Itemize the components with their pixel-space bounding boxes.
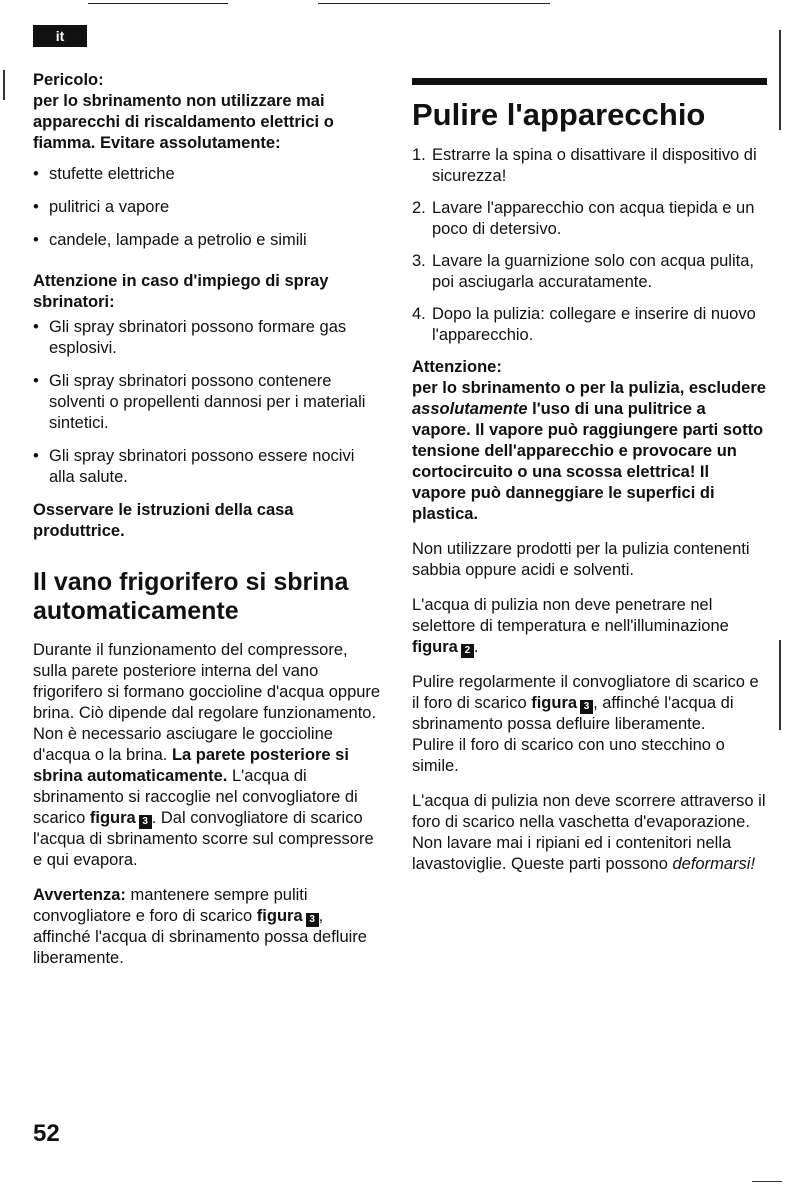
section-rule [412,78,767,85]
figure-ref-number: 3 [306,913,319,927]
paragraph-text-italic: deformarsi! [672,855,756,873]
list-item [412,251,767,293]
notice-text-a: mantenere sempre puliti convogliatore e foro di scarico [33,886,308,925]
spray-title: Attenzione in caso d'impiego di spray sbrinatori: [33,272,329,311]
bottom-edge-line [752,1181,782,1182]
figure-ref-number: 3 [139,815,152,829]
attention-block [412,357,767,525]
paragraph-text: L'acqua di pulizia non deve penetrare nel selettore di temperatura e nell'illuminazione [412,596,729,635]
spray-block [33,271,383,542]
defrost-text-b: L'acqua di sbrinamento si raccoglie nel convogliatore di scarico [33,767,358,827]
section-title-cleaning: Pulire l'apparecchio [412,97,706,132]
cleaning-paragraph [412,672,767,735]
cleaning-paragraph: Non utilizzare prodotti per la pulizia contenenti sabbia oppure acidi e solventi. [412,540,750,579]
spray-list [33,317,383,488]
section-title-defrost: Il vano frigorifero si sbrina automaticamente [33,568,349,625]
figure-ref-label: figura [531,694,578,712]
step-number: 1. [412,146,426,164]
margin-mark [779,640,781,730]
paragraph-text: Pulire regolarmente il convogliatore di scarico e il foro di scarico [412,673,759,712]
figure-ref-label: figura [256,907,303,925]
top-edge-line [88,3,228,4]
notice-paragraph [33,885,383,969]
attention-text-b: l'uso di una pulitrice a vapore. Il vapore può raggiungere parti sotto tensione dell'apparecchio e provocare un cortocircuito o una scossa elettrica! Il vapore può danneggiare le superfici di plastica. [412,400,764,523]
step-text: Lavare l'apparecchio con acqua tiepida e un poco di detersivo. [432,199,755,238]
list-item: • Gli spray sbrinatori possono contenere solventi o propellenti dannosi per i materiali sintetici. [33,371,383,434]
cleaning-paragraph: Pulire il foro di scarico con uno stecchino o simile. [412,736,725,775]
defrost-paragraph [33,640,383,871]
defrost-text-c: . Dal convogliatore di scarico l'acqua di sbrinamento scorre sul compressore e qui evapora. [33,809,374,869]
defrost-text-bold: La parete posteriore si sbrina automaticamente. [33,746,349,785]
paragraph-text: . [473,638,479,656]
list-item: • pulitrici a vapore [33,197,383,218]
figure-ref-number: 2 [461,644,474,658]
paragraph-text: , affinché l'acqua di sbrinamento possa defluire liberamente. [412,694,734,733]
cleaning-paragraph [412,833,767,875]
attention-text-a: per lo sbrinamento o per la pulizia, escludere [412,379,766,397]
paragraph-text: Non lavare mai i ripiani ed i contenitori nella lavastoviglie. Queste parti possono [412,834,732,873]
step-number: 2. [412,199,426,217]
danger-list [33,164,383,251]
cleaning-paragraph: L'acqua di pulizia non deve scorrere attraverso il foro di scarico nella vaschetta d'evaporazione. [412,792,766,831]
list-item: • candele, lampade a petrolio e simili [33,230,383,251]
list-item [412,198,767,240]
danger-block [33,70,383,251]
top-edge-line [318,3,550,4]
attention-text-italic: assolutamente [412,400,528,418]
language-badge: it [33,25,87,47]
list-item [412,145,767,187]
left-column [33,70,383,969]
defrost-text-a: Durante il funzionamento del compressore, sulla parete posteriore interna del vano frigorifero si formano goccioline d'acqua oppure brina. Ciò dipende dal regolare funzionamento. Non è necessario asciugare le goccioline d'acqua o la brina. [33,641,381,764]
figure-ref-number: 3 [580,700,593,714]
step-text: Estrarre la spina o disattivare il dispositivo di sicurezza! [432,146,757,185]
step-number: 4. [412,305,426,323]
list-item: • Gli spray sbrinatori possono formare gas esplosivi. [33,317,383,359]
attention-text [412,378,767,525]
list-item: • stufette elettriche [33,164,383,185]
danger-text: per lo sbrinamento non utilizzare mai apparecchi di riscaldamento elettrici o fiamma. Evitare assolutamente: [33,92,334,152]
danger-title: Pericolo: [33,71,104,89]
notice-text-b: , affinché l'acqua di sbrinamento possa defluire liberamente. [33,907,367,967]
right-column [412,78,767,875]
step-number: 3. [412,252,426,270]
figure-ref-label: figura [412,638,458,656]
list-item: • Gli spray sbrinatori possono essere nocivi alla salute. [33,446,383,488]
cleaning-paragraph [412,595,767,658]
step-text: Lavare la guarnizione solo con acqua pulita, poi asciugarla accuratamente. [432,252,754,291]
figure-ref-label: figura [89,809,136,827]
attention-title: Attenzione: [412,358,502,376]
notice-label: Avvertenza: [33,886,126,904]
page-number: 52 [33,1120,60,1147]
step-text: Dopo la pulizia: collegare e inserire di nuovo l'apparecchio. [432,305,756,344]
cleaning-steps [412,145,767,346]
margin-mark [3,70,5,100]
margin-mark [779,30,781,130]
spray-note: Osservare le istruzioni della casa produttrice. [33,501,294,540]
list-item [412,304,767,346]
